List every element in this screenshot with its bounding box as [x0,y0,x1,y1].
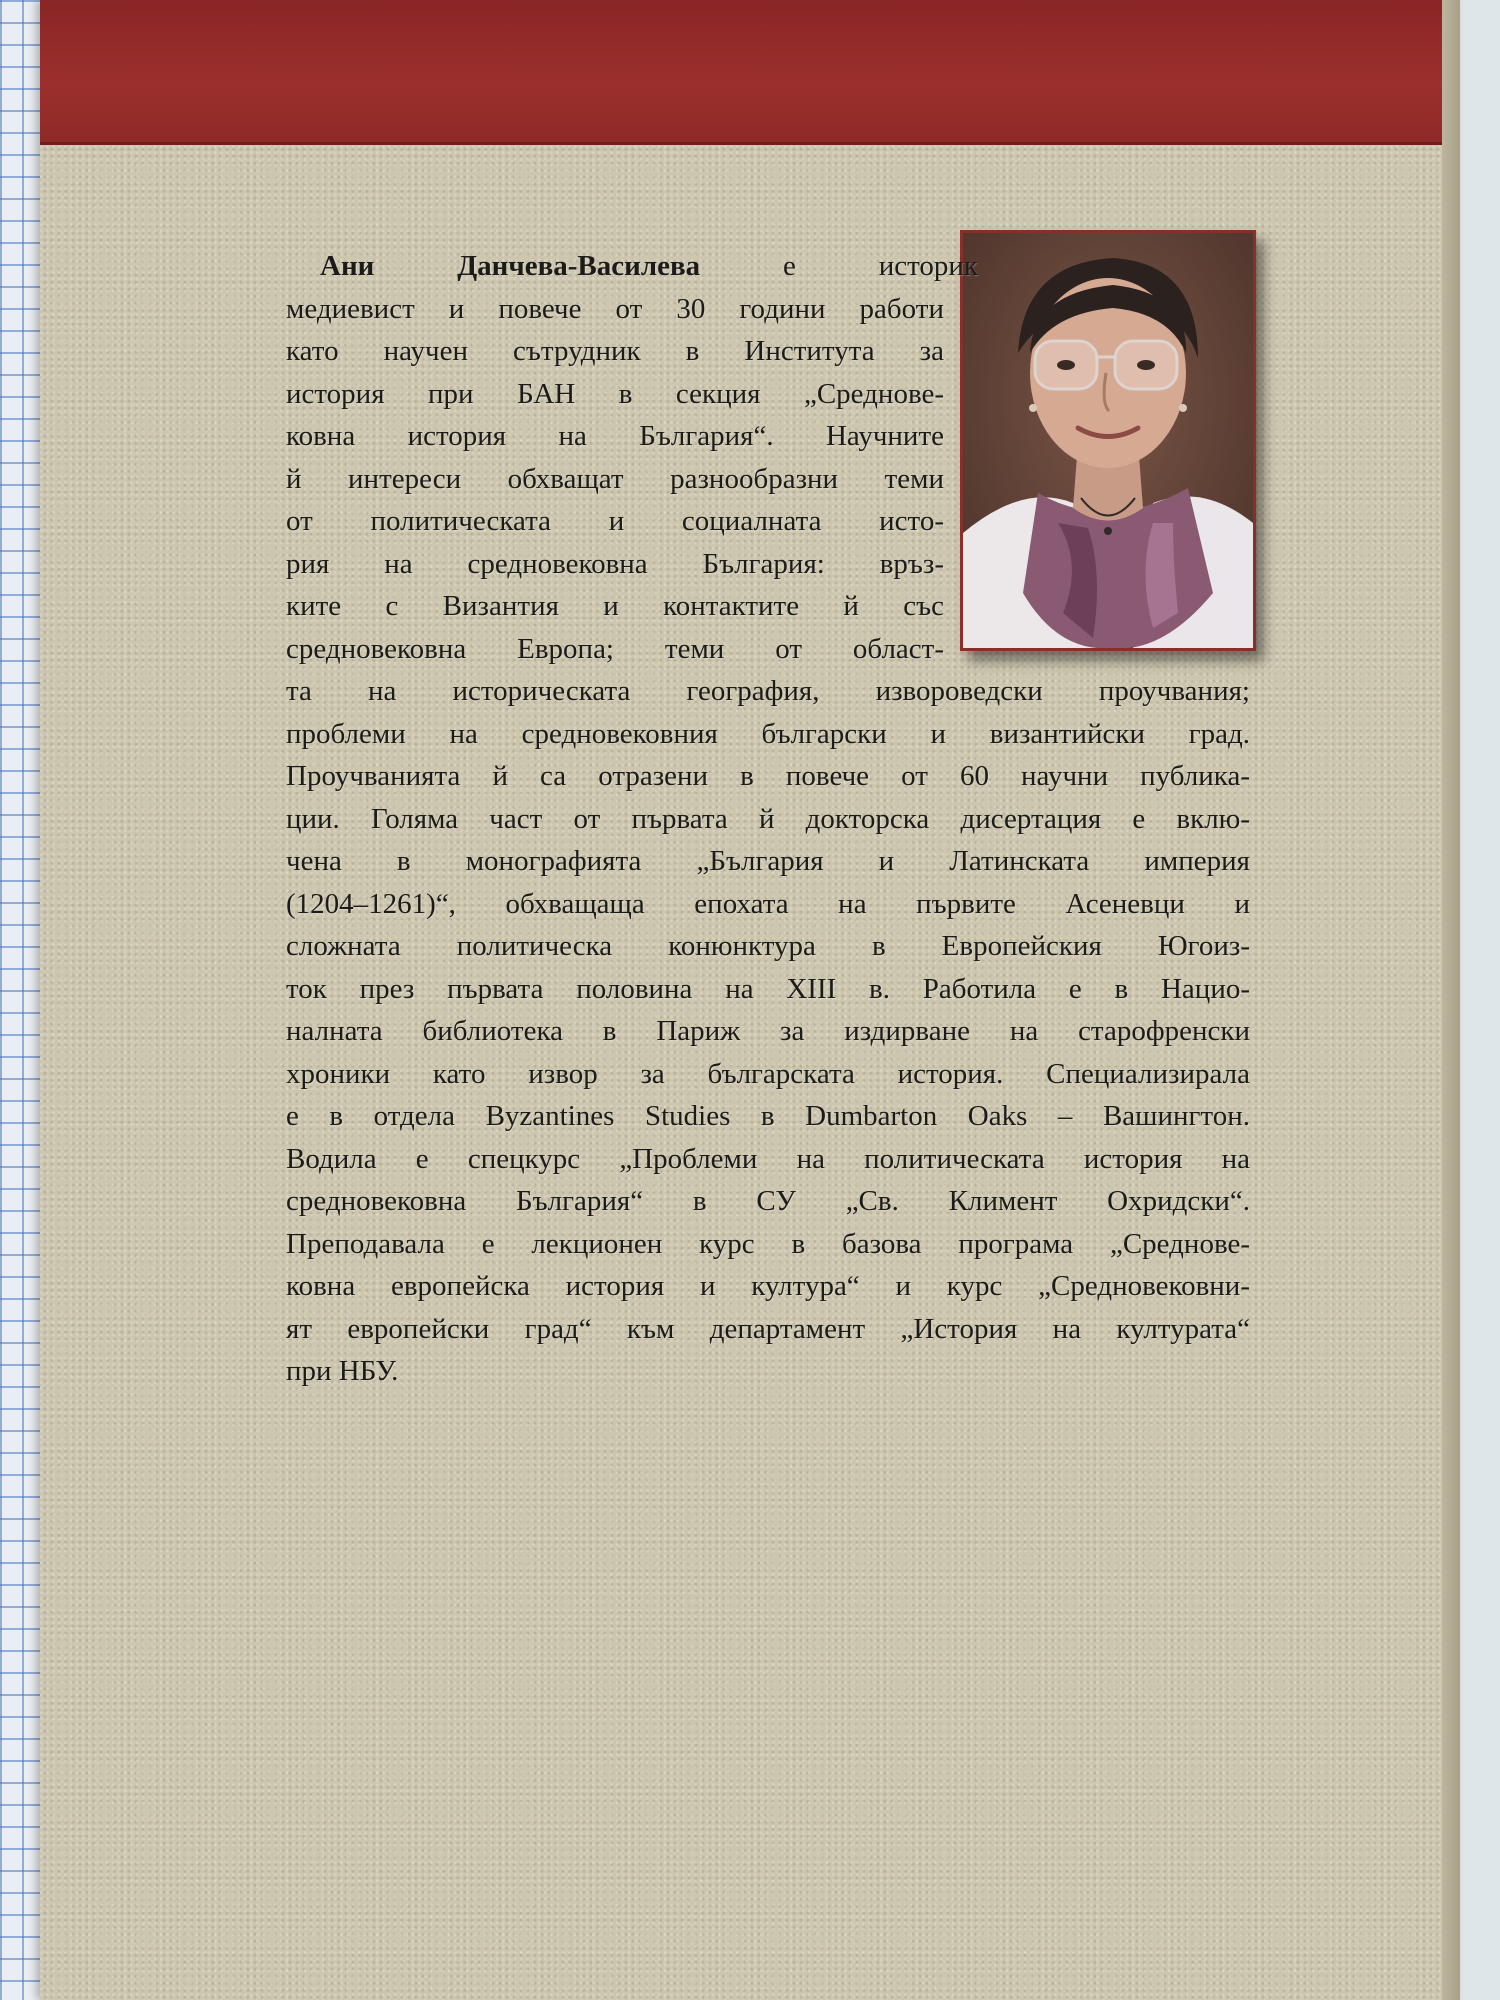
bio-line: хроники като извор за българската история. Специализирала [286,1057,1250,1090]
book-back-cover [40,0,1460,2000]
bio-line: та на историческата география, извороведски проучвания; [286,675,1250,707]
author-name: Ани Данчева-Василева [320,250,701,282]
bio-line: налната библиотека в Париж за издирване на старофренски [286,1015,1250,1047]
bio-line: чена в монографията „България и Латинската империя [286,845,1250,877]
bio-line: (1204–1261)“, обхващаща епохата на първите Асеневци и [286,887,1250,920]
bio-line: ции. Голяма част от първата й докторска дисертация е вклю- [286,802,1250,835]
bio-line: й интереси обхващат разнообразни теми [286,462,944,495]
bio-line: сложната политическа конюнктура в Европейския Югоиз- [286,930,1250,962]
bio-line: от политическата и социалната исто- [286,505,944,537]
bio-line: рия на средновековна България: връз- [286,547,944,580]
bio-line: ките с Византия и контактите й със [286,590,944,622]
bio-line: ток през първата половина на XIII в. Работила е в Нацио- [286,972,1250,1005]
cover-surface [40,145,1460,2000]
bio-line: ят европейски град“ към департамент „История на културата“ [286,1312,1250,1345]
bio-line-text: е историк [700,250,978,282]
bio-line: като научен сътрудник в Института за [286,335,944,367]
bio-line: Водила е спецкурс „Проблеми на политическата история на [286,1142,1250,1175]
red-top-band [40,0,1460,145]
bio-line: при НБУ. [286,1355,399,1387]
bio-line [286,245,978,288]
bio-line: средновековна Европа; теми от област- [286,632,944,665]
bio-line: е в отдела Byzantines Studies в Dumbarton Oaks – Вашингтон. [286,1100,1250,1132]
author-biography [286,245,1250,1393]
bio-line: медиевист и повече от 30 години работи [286,292,944,325]
bio-line: ковна история на България“. Научните [286,420,944,452]
book-edge [1442,0,1460,2000]
bio-line: проблеми на средновековния български и византийски град. [286,717,1250,750]
bio-line: средновековна България“ в СУ „Св. Климент Охридски“. [286,1185,1250,1217]
bio-line: Преподавала е лекционен курс в базова програма „Среднове- [286,1227,1250,1260]
bio-line: история при БАН в секция „Среднове- [286,377,944,410]
bio-line: ковна европейска история и култура“ и курс „Средновековни- [286,1270,1250,1302]
bio-line: Проучванията й са отразени в повече от 60 научни публика- [286,760,1250,792]
